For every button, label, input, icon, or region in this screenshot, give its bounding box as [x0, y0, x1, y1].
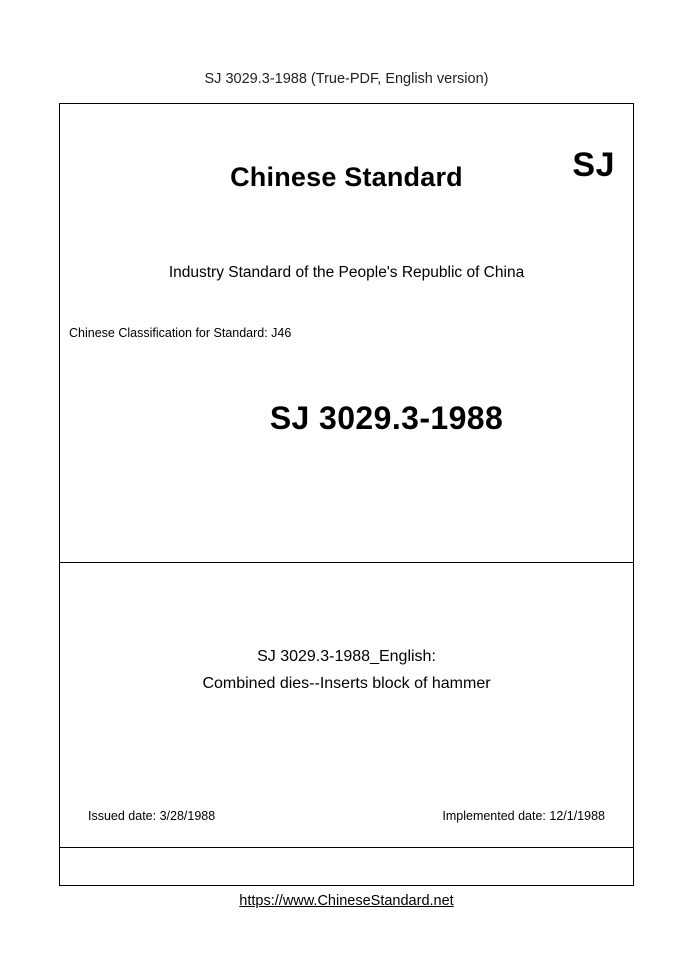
website-link[interactable]: https://www.ChineseStandard.net	[239, 893, 454, 909]
document-title-line-2: Combined dies--Inserts block of hammer	[202, 675, 491, 692]
cover-bottom-bar	[60, 847, 633, 887]
cover-lower-section	[60, 563, 633, 847]
implemented-date: Implemented date: 12/1/1988	[442, 809, 605, 823]
page-caption: SJ 3029.3-1988 (True-PDF, English version)	[204, 71, 489, 87]
cover-upper-section	[60, 104, 633, 563]
document-title	[60, 643, 633, 697]
standard-number: SJ 3029.3-1988	[269, 400, 504, 436]
standard-series-badge: SJ	[572, 146, 615, 184]
issued-date: Issued date: 3/28/1988	[88, 809, 216, 823]
standard-subtitle: Industry Standard of the People's Republic of China	[168, 264, 525, 281]
page-title: Chinese Standard	[230, 162, 463, 192]
dates-row	[60, 809, 633, 823]
classification-code: Chinese Classification for Standard: J46	[69, 326, 292, 340]
cover-frame	[59, 103, 634, 886]
document-title-line-1: SJ 3029.3-1988_English:	[257, 648, 436, 665]
